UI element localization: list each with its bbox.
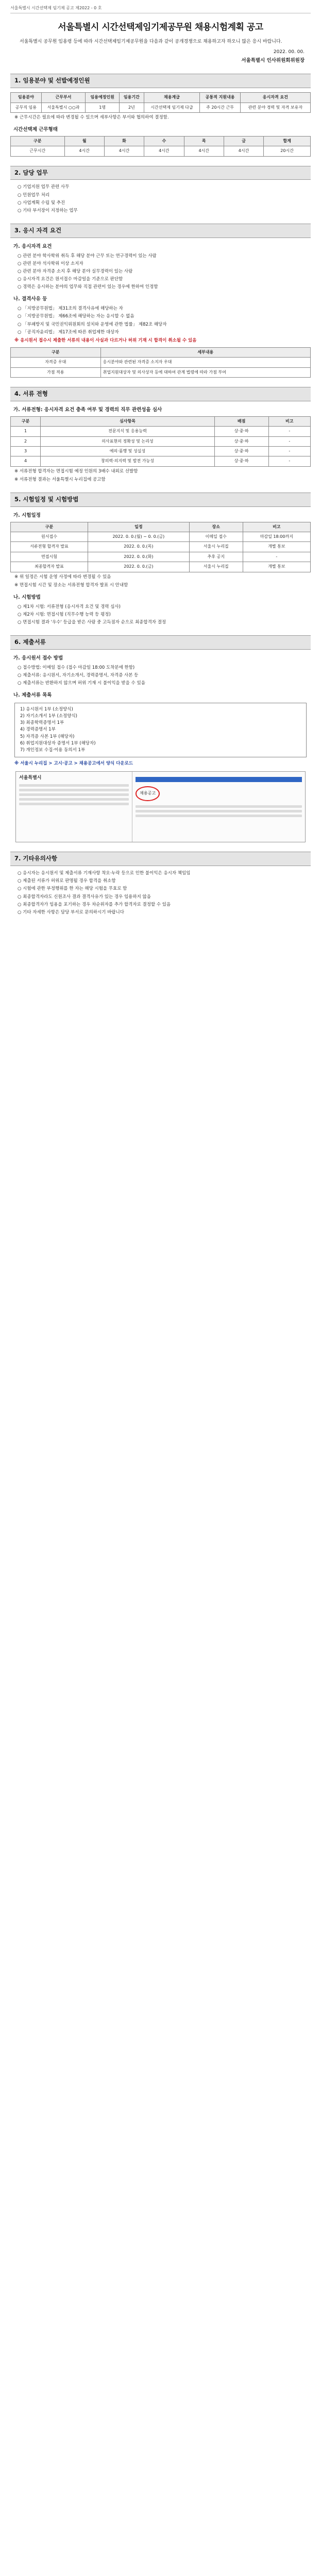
eligibility-item: ○ 관련 분야 자격증 소지 후 해당 분야 실무경력이 있는 사람 [18, 268, 133, 274]
document-list-box [14, 703, 307, 757]
table-row [11, 446, 311, 456]
table-row [11, 532, 311, 541]
table-cell: 의사표현의 정확성 및 논리성 [41, 436, 215, 446]
warning-note: ※ 응시원서 접수시 제출한 서류의 내용이 사실과 다르거나 허위 기재 시 합격이 취소될 수 있음 [14, 337, 197, 343]
schedule-title: 가. 시험일정 [13, 512, 41, 518]
table-cell: 이메일 접수 [189, 532, 243, 541]
document-list-title: 나. 제출서류 목록 [13, 692, 52, 699]
table-cell: 4시간 [104, 146, 144, 156]
section-3-heading: 3. 응시 자격 요건 [10, 224, 311, 238]
table-header-cell: 공통적 지원내용 [200, 93, 240, 103]
table-cell: 상·중·하 [214, 436, 268, 446]
table-header-cell: 구분 [11, 348, 101, 358]
eligibility-item: ○ 관련 분야 학사학위 취득 후 해당 분야 근무 또는 연구경력이 있는 사람 [18, 253, 157, 259]
document-title: 서울특별시 시간선택제임기제공무원 채용시험계획 공고 [58, 22, 263, 33]
table-header-cell: 근무부서 [41, 93, 86, 103]
section-4-heading: 4. 서류 전형 [10, 387, 311, 401]
table-cell: 추후 공지 [189, 552, 243, 562]
table-row [11, 358, 311, 367]
screening-table-header [11, 416, 311, 426]
table-cell: 원서접수 [11, 532, 88, 541]
section-1-heading: 1. 임용분야 및 선발예정인원 [10, 74, 311, 88]
table-cell: 주 20시간 근무 [200, 103, 240, 112]
table-cell: 4시간 [64, 146, 104, 156]
table-header-cell: 임용기간 [120, 93, 144, 103]
table-cell: - [268, 446, 310, 456]
document-topline: 서울특별시 시간선택제 임기제 공고 제2022 - 0 호 [10, 5, 311, 13]
method-item: ○ 제1차 시험: 서류전형 (응시자격 요건 및 경력 심사) [18, 604, 121, 609]
nav-line [19, 789, 129, 791]
schedule-table-header [11, 522, 311, 532]
table-cell: 서류전형 합격자 발표 [11, 542, 88, 552]
table-cell: 전문지식 및 응용능력 [41, 427, 215, 436]
table-cell: 2022. 0. 0.(목) [88, 542, 189, 552]
table-row [11, 542, 311, 552]
table-header-cell: 구분 [11, 136, 65, 146]
table-cell: 개별 통보 [243, 562, 310, 572]
nav-line [19, 798, 129, 801]
table-cell: 최종합격자 발표 [11, 562, 88, 572]
screening-note: ※ 서류전형 합격자는 면접시험 예정 인원의 3배수 내외로 선발함 [14, 468, 138, 474]
document-list-item: 5) 자격증 사본 1부 (해당자) [20, 734, 75, 739]
table-cell: 3 [11, 446, 41, 456]
caution-item: ○ 응시자는 응시원서 및 제출서류 기재사항 착오·누락 등으로 인한 불이익은 응시자 책임임 [18, 871, 191, 876]
table-cell: 가점 적용 [11, 367, 101, 377]
table-cell: 시간선택제 임기제 다급 [144, 103, 200, 112]
table-cell: 2022. 0. 0.(화) [88, 552, 189, 562]
table-header-cell: 비고 [243, 522, 310, 532]
method-item: ○ 면접시험 결과 '우수' 등급을 받은 사람 중 고득점자 순으로 최종합격자 결정 [18, 619, 166, 625]
method-item: ○ 제2차 시험: 면접시험 (직무수행 능력 등 평정) [18, 612, 111, 617]
work-schedule-caption: 시간선택제 근무형태 [13, 127, 58, 133]
table-cell: 서울특별시 ○○과 [41, 103, 86, 112]
table-row [11, 367, 311, 377]
website-header-bar [136, 777, 302, 782]
table-header-cell: 구분 [11, 522, 88, 532]
table-header-cell: 화 [104, 136, 144, 146]
table-header-cell: 일정 [88, 522, 189, 532]
table-cell: 개별 통보 [243, 542, 310, 552]
content-line [136, 810, 302, 812]
document-list-item: 2) 자기소개서 1부 (소정양식) [20, 714, 77, 719]
table-cell: 4시간 [144, 146, 184, 156]
table-cell: 2022. 0. 0.(금) [88, 562, 189, 572]
duty-item: ○ 민원업무 처리 [18, 192, 50, 198]
eligibility-title: 가. 응시자격 요건 [13, 243, 52, 249]
table-note: ※ 근무시간은 필요에 따라 변경될 수 있으며 세부사항은 부서와 협의하여 결정함. [14, 114, 169, 120]
table-cell: 근무시간 [11, 146, 65, 156]
method-title: 나. 시험방법 [13, 594, 41, 600]
table-header-cell: 금 [224, 136, 263, 146]
table-header-cell: 심사항목 [41, 416, 215, 426]
table-cell: 1 [11, 427, 41, 436]
content-line [136, 815, 302, 817]
table-cell: 창의력·의지력 및 발전 가능성 [41, 456, 215, 466]
table-header-cell: 장소 [189, 522, 243, 532]
document-list-item: 6) 취업지원대상자 증명서 1부 (해당자) [20, 740, 96, 746]
table-header-cell: 비고 [268, 416, 310, 426]
announcement-page [10, 0, 311, 916]
schedule-table [10, 522, 311, 572]
table-row [11, 436, 311, 446]
table-row [11, 427, 311, 436]
table-cell: 4시간 [184, 146, 224, 156]
screening-table [10, 416, 311, 467]
table-cell: 취업지원대상자 및 의사상자 등에 대하여 관계 법령에 따라 가점 부여 [100, 367, 310, 377]
table-cell: 4시간 [224, 146, 263, 156]
disqualification-item: ○ 「지방공무원법」 제31조의 결격사유에 해당하는 자 [18, 306, 123, 312]
table-header-cell: 임용분야 [11, 93, 42, 103]
section-2-heading: 2. 담당 업무 [10, 166, 311, 180]
caution-item: ○ 최종합격자가 임용을 포기하는 경우 차순위자를 추가 합격자로 결정할 수 있음 [18, 902, 171, 907]
table-cell: - [268, 427, 310, 436]
nav-line [19, 793, 129, 796]
table-cell: 2 [11, 436, 41, 446]
table-header-cell: 구분 [11, 416, 41, 426]
disqualification-item: ○ 「지방공무원법」 제66조에 해당하는 자는 응시할 수 없음 [18, 314, 134, 319]
work-schedule-header [11, 136, 311, 146]
table-row [11, 456, 311, 466]
schedule-note: ※ 위 일정은 시험 운영 사정에 따라 변경될 수 있음 [14, 574, 111, 580]
submission-title: 가. 응시원서 접수 방법 [13, 655, 63, 661]
document-list-item: 7) 개인정보 수집·이용 동의서 1부 [20, 747, 86, 753]
preference-table-header [11, 348, 311, 358]
submission-item: ○ 접수방법: 이메일 접수 (접수 마감일 18:00 도착분에 한함) [18, 665, 135, 670]
table-cell: 공무직 임용 [11, 103, 42, 112]
submission-item: ○ 제출서류: 응시원서, 자기소개서, 경력증명서, 자격증 사본 등 [18, 672, 139, 678]
table-header-cell: 채용계급 [144, 93, 200, 103]
caution-item: ○ 시험에 관한 부정행위를 한 자는 해당 시험을 무효로 함 [18, 886, 127, 892]
caution-item: ○ 기타 자세한 사항은 담당 부서로 문의하시기 바랍니다 [18, 909, 124, 915]
caution-item: ○ 최종합격자라도 신원조사 결과 결격사유가 있는 경우 임용하지 않음 [18, 894, 151, 900]
disqualification-item: ○ 「부패방지 및 국민권익위원회의 설치와 운영에 관한 법률」 제82조 해당자 [18, 321, 167, 327]
table-header-cell: 목 [184, 136, 224, 146]
nav-line [19, 803, 129, 805]
table-row [11, 552, 311, 562]
announcement-signer: 서울특별시 인사위원회위원장 [241, 57, 305, 63]
table-row [11, 562, 311, 572]
table-row [11, 103, 311, 112]
nav-line [19, 784, 129, 787]
document-screen-lead: 가. 서류전형: 응시자격 요건 충족 여부 및 경력의 직무 관련성을 심사 [13, 407, 162, 413]
disqualification-title: 나. 결격사유 등 [13, 296, 47, 302]
table-row [11, 146, 311, 156]
website-content-panel [132, 772, 305, 842]
website-logo-text: 서울특별시 [19, 775, 42, 781]
document-list-item: 1) 응시원서 1부 (소정양식) [20, 706, 73, 712]
table-cell: 응시분야와 관련된 자격증 소지자 우대 [100, 358, 310, 367]
table-cell: 2년 [120, 103, 144, 112]
table-header-cell: 응시자격 요건 [240, 93, 310, 103]
document-list-item: 4) 경력증명서 1부 [20, 727, 56, 733]
table-cell: 예의·품행 및 성실성 [41, 446, 215, 456]
table-header-cell: 배점 [214, 416, 268, 426]
eligibility-item: ○ 경력은 응시하는 분야의 업무와 직접 관련이 있는 경우에 한하여 인정함 [18, 284, 158, 290]
section-6-heading: 6. 제출서류 [10, 635, 311, 650]
table-cell: 관련 분야 경력 및 자격 보유자 [240, 103, 310, 112]
figure-caption: ※ 서울시 누리집 > 고시·공고 > 채용공고에서 양식 다운로드 [14, 761, 133, 767]
table-cell: - [268, 436, 310, 446]
document-list-item: 3) 최종학력증명서 1부 [20, 720, 64, 726]
position-table [10, 92, 311, 113]
table-cell: 2022. 0. 0.(월) ~ 0. 0.(금) [88, 532, 189, 541]
position-table-header [11, 93, 311, 103]
website-nav-panel [16, 772, 132, 842]
table-cell: 상·중·하 [214, 456, 268, 466]
caution-item: ○ 제출된 서류가 허위로 판명될 경우 합격을 취소함 [18, 878, 116, 884]
disqualification-item: ○ 「공직자윤리법」 제17조에 따른 취업제한 대상자 [18, 329, 119, 335]
table-header-cell: 수 [144, 136, 184, 146]
highlight-callout: 채용공고 [136, 786, 160, 801]
screening-note: ※ 서류전형 결과는 서울특별시 누리집에 공고함 [14, 477, 106, 482]
section-7-heading: 7. 기타유의사항 [10, 852, 311, 866]
content-line [136, 805, 302, 808]
table-cell: 20시간 [264, 146, 311, 156]
table-cell: 서울시 누리집 [189, 562, 243, 572]
announcement-date: 2022. 00. 00. [273, 49, 305, 55]
table-cell: 마감일 18:00까지 [243, 532, 310, 541]
website-screenshot-figure [15, 771, 306, 842]
table-cell: 서울시 누리집 [189, 542, 243, 552]
table-cell: 면접시험 [11, 552, 88, 562]
submission-item: ○ 제출서류는 반환하지 않으며 허위 기재 시 불이익을 받을 수 있음 [18, 681, 145, 686]
table-cell: 4 [11, 456, 41, 466]
table-cell: 상·중·하 [214, 446, 268, 456]
table-header-cell: 세부내용 [100, 348, 310, 358]
eligibility-item: ○ 관련 분야 석사학위 이상 소지자 [18, 261, 83, 266]
intro-paragraph: 서울특별시 공무원 임용령 등에 따라 시간선택제임기제공무원을 다음과 같이 공개경쟁으로 채용하고자 하오니 많은 응시 바랍니다. [20, 39, 282, 44]
work-schedule-table [10, 136, 311, 157]
preference-table [10, 347, 311, 378]
eligibility-item: ○ 응시자격 요건은 원서접수 마감일을 기준으로 판단함 [18, 277, 123, 282]
table-cell: 1명 [86, 103, 120, 112]
duty-item: ○ 기타 부서장이 지정하는 업무 [18, 208, 78, 213]
duty-item: ○ 사업계획 수립 및 추진 [18, 200, 65, 206]
duty-item: ○ 기업지원 업무 관련 사무 [18, 184, 70, 190]
schedule-note: ※ 면접시험 시간 및 장소는 서류전형 합격자 발표 시 안내함 [14, 582, 128, 588]
table-header-cell: 월 [64, 136, 104, 146]
section-5-heading: 5. 시험일정 및 시험방법 [10, 493, 311, 507]
table-header-cell: 임용예정인원 [86, 93, 120, 103]
table-cell: - [268, 456, 310, 466]
table-cell: - [243, 552, 310, 562]
table-cell: 상·중·하 [214, 427, 268, 436]
table-header-cell: 합계 [264, 136, 311, 146]
table-cell: 자격증 우대 [11, 358, 101, 367]
